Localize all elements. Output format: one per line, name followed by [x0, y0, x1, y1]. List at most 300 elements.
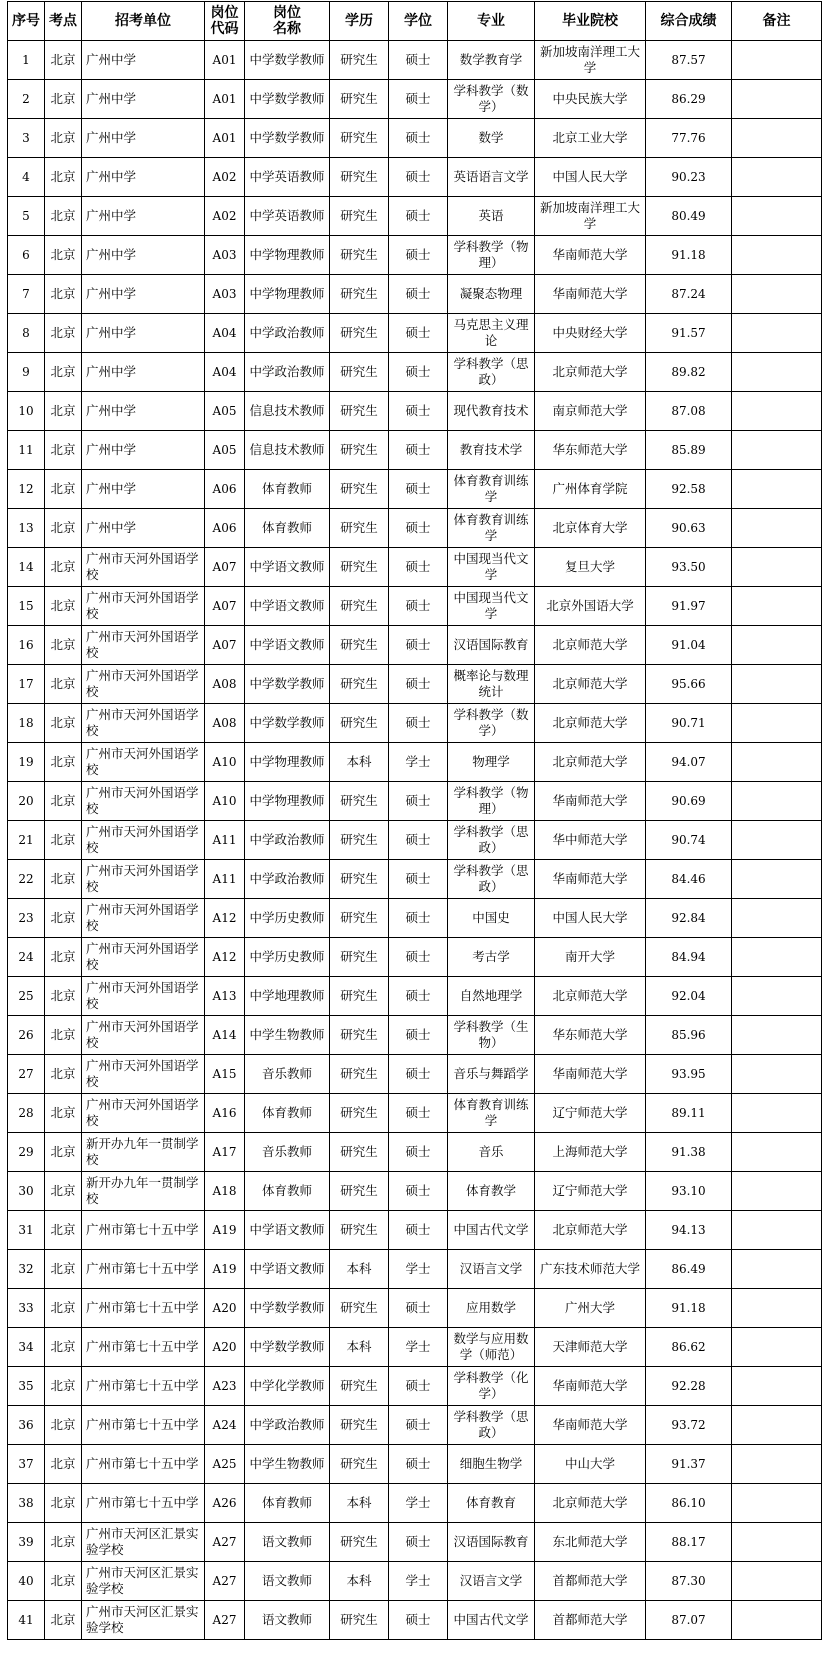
cell-edu: 研究生 — [330, 665, 389, 704]
table-row — [8, 626, 822, 665]
cell-post: 中学历史教师 — [245, 938, 330, 977]
cell-seq: 24 — [8, 938, 45, 977]
cell-seq: 23 — [8, 899, 45, 938]
cell-degree: 硕士 — [389, 1601, 448, 1640]
cell-edu: 研究生 — [330, 977, 389, 1016]
cell-major: 汉语言文学 — [448, 1562, 535, 1601]
cell-site: 北京 — [45, 860, 82, 899]
table-row — [8, 704, 822, 743]
cell-school: 北京师范大学 — [535, 743, 646, 782]
cell-site: 北京 — [45, 1016, 82, 1055]
cell-post: 中学数学教师 — [245, 41, 330, 80]
cell-edu: 研究生 — [330, 431, 389, 470]
table-row — [8, 587, 822, 626]
cell-edu: 研究生 — [330, 392, 389, 431]
cell-score: 90.23 — [646, 158, 732, 197]
header-site: 考点 — [45, 2, 82, 41]
cell-site: 北京 — [45, 158, 82, 197]
cell-site: 北京 — [45, 1250, 82, 1289]
cell-major: 学科教学（思政） — [448, 353, 535, 392]
cell-note — [732, 860, 822, 899]
cell-degree: 学士 — [389, 1484, 448, 1523]
cell-unit: 广州市天河外国语学校 — [82, 782, 205, 821]
cell-post: 体育教师 — [245, 1094, 330, 1133]
cell-degree: 硕士 — [389, 1523, 448, 1562]
cell-school: 广东技术师范大学 — [535, 1250, 646, 1289]
cell-seq: 6 — [8, 236, 45, 275]
cell-major: 体育教育训练学 — [448, 1094, 535, 1133]
cell-code: A01 — [205, 119, 245, 158]
cell-note — [732, 158, 822, 197]
cell-post: 中学生物教师 — [245, 1445, 330, 1484]
cell-score: 93.95 — [646, 1055, 732, 1094]
cell-seq: 32 — [8, 1250, 45, 1289]
cell-major: 凝聚态物理 — [448, 275, 535, 314]
cell-seq: 10 — [8, 392, 45, 431]
table-row — [8, 509, 822, 548]
cell-site: 北京 — [45, 548, 82, 587]
cell-site: 北京 — [45, 587, 82, 626]
table-row — [8, 470, 822, 509]
cell-unit: 新开办九年一贯制学校 — [82, 1133, 205, 1172]
cell-major: 中国史 — [448, 899, 535, 938]
cell-score: 85.89 — [646, 431, 732, 470]
cell-degree: 硕士 — [389, 548, 448, 587]
cell-site: 北京 — [45, 197, 82, 236]
cell-school: 华南师范大学 — [535, 275, 646, 314]
cell-site: 北京 — [45, 119, 82, 158]
cell-degree: 硕士 — [389, 587, 448, 626]
cell-school: 北京师范大学 — [535, 665, 646, 704]
cell-note — [732, 1172, 822, 1211]
cell-site: 北京 — [45, 821, 82, 860]
cell-school: 中央财经大学 — [535, 314, 646, 353]
table-row — [8, 353, 822, 392]
cell-post: 中学语文教师 — [245, 1211, 330, 1250]
cell-edu: 本科 — [330, 1328, 389, 1367]
cell-major: 自然地理学 — [448, 977, 535, 1016]
cell-code: A02 — [205, 197, 245, 236]
cell-site: 北京 — [45, 509, 82, 548]
cell-code: A19 — [205, 1250, 245, 1289]
cell-site: 北京 — [45, 1523, 82, 1562]
cell-post: 中学英语教师 — [245, 158, 330, 197]
cell-degree: 硕士 — [389, 470, 448, 509]
cell-school: 广州大学 — [535, 1289, 646, 1328]
cell-code: A01 — [205, 80, 245, 119]
cell-site: 北京 — [45, 1289, 82, 1328]
cell-degree: 硕士 — [389, 1172, 448, 1211]
cell-unit: 广州市第七十五中学 — [82, 1328, 205, 1367]
cell-major: 中国古代文学 — [448, 1211, 535, 1250]
cell-unit: 广州市第七十五中学 — [82, 1211, 205, 1250]
cell-post: 中学物理教师 — [245, 743, 330, 782]
cell-note — [732, 392, 822, 431]
cell-note — [732, 314, 822, 353]
cell-post: 中学政治教师 — [245, 314, 330, 353]
cell-site: 北京 — [45, 1328, 82, 1367]
cell-site: 北京 — [45, 1601, 82, 1640]
cell-degree: 硕士 — [389, 1289, 448, 1328]
cell-school: 北京师范大学 — [535, 977, 646, 1016]
table-row — [8, 119, 822, 158]
cell-unit: 广州市天河外国语学校 — [82, 938, 205, 977]
cell-note — [732, 1406, 822, 1445]
cell-seq: 2 — [8, 80, 45, 119]
cell-note — [732, 821, 822, 860]
cell-post: 语文教师 — [245, 1523, 330, 1562]
cell-edu: 本科 — [330, 1562, 389, 1601]
cell-note — [732, 119, 822, 158]
cell-degree: 硕士 — [389, 158, 448, 197]
cell-major: 学科教学（思政） — [448, 860, 535, 899]
cell-major: 马克思主义理论 — [448, 314, 535, 353]
cell-unit: 广州中学 — [82, 119, 205, 158]
cell-seq: 15 — [8, 587, 45, 626]
cell-unit: 广州市天河区汇景实验学校 — [82, 1523, 205, 1562]
cell-edu: 研究生 — [330, 1133, 389, 1172]
cell-edu: 研究生 — [330, 548, 389, 587]
cell-degree: 硕士 — [389, 1016, 448, 1055]
cell-unit: 广州市第七十五中学 — [82, 1367, 205, 1406]
cell-note — [732, 743, 822, 782]
cell-degree: 硕士 — [389, 782, 448, 821]
cell-unit: 广州中学 — [82, 353, 205, 392]
cell-post: 中学数学教师 — [245, 119, 330, 158]
cell-school: 南京师范大学 — [535, 392, 646, 431]
table-row — [8, 938, 822, 977]
header-score: 综合成绩 — [646, 2, 732, 41]
cell-degree: 硕士 — [389, 275, 448, 314]
cell-school: 华南师范大学 — [535, 236, 646, 275]
cell-note — [732, 1562, 822, 1601]
cell-major: 音乐与舞蹈学 — [448, 1055, 535, 1094]
cell-score: 84.46 — [646, 860, 732, 899]
cell-unit: 广州市天河外国语学校 — [82, 1016, 205, 1055]
cell-post: 中学生物教师 — [245, 1016, 330, 1055]
cell-score: 90.69 — [646, 782, 732, 821]
cell-post: 中学政治教师 — [245, 353, 330, 392]
cell-school: 辽宁师范大学 — [535, 1094, 646, 1133]
table-row — [8, 899, 822, 938]
cell-major: 英语语言文学 — [448, 158, 535, 197]
cell-note — [732, 236, 822, 275]
cell-unit: 广州市天河外国语学校 — [82, 704, 205, 743]
cell-unit: 广州市天河外国语学校 — [82, 743, 205, 782]
cell-post: 中学语文教师 — [245, 626, 330, 665]
cell-code: A10 — [205, 743, 245, 782]
table-row — [8, 236, 822, 275]
cell-seq: 40 — [8, 1562, 45, 1601]
cell-post: 中学数学教师 — [245, 80, 330, 119]
cell-edu: 研究生 — [330, 899, 389, 938]
cell-edu: 本科 — [330, 1484, 389, 1523]
cell-unit: 广州市第七十五中学 — [82, 1445, 205, 1484]
table-row — [8, 665, 822, 704]
table-row — [8, 1055, 822, 1094]
cell-score: 94.07 — [646, 743, 732, 782]
cell-post: 信息技术教师 — [245, 392, 330, 431]
cell-edu: 研究生 — [330, 860, 389, 899]
cell-post: 音乐教师 — [245, 1133, 330, 1172]
cell-unit: 广州市天河外国语学校 — [82, 548, 205, 587]
header-post: 岗位 名称 — [245, 2, 330, 41]
cell-score: 91.37 — [646, 1445, 732, 1484]
cell-note — [732, 1484, 822, 1523]
cell-unit: 广州中学 — [82, 431, 205, 470]
cell-unit: 广州中学 — [82, 236, 205, 275]
cell-seq: 36 — [8, 1406, 45, 1445]
cell-seq: 38 — [8, 1484, 45, 1523]
cell-major: 学科教学（物理） — [448, 782, 535, 821]
cell-note — [732, 1328, 822, 1367]
cell-edu: 研究生 — [330, 1445, 389, 1484]
cell-score: 87.30 — [646, 1562, 732, 1601]
cell-code: A04 — [205, 314, 245, 353]
cell-seq: 19 — [8, 743, 45, 782]
cell-note — [732, 665, 822, 704]
cell-major: 音乐 — [448, 1133, 535, 1172]
cell-edu: 研究生 — [330, 80, 389, 119]
cell-degree: 硕士 — [389, 1133, 448, 1172]
cell-post: 中学语文教师 — [245, 1250, 330, 1289]
cell-code: A16 — [205, 1094, 245, 1133]
cell-code: A02 — [205, 158, 245, 197]
cell-post: 语文教师 — [245, 1562, 330, 1601]
cell-school: 北京师范大学 — [535, 1484, 646, 1523]
table-row — [8, 548, 822, 587]
cell-score: 89.82 — [646, 353, 732, 392]
cell-note — [732, 782, 822, 821]
cell-score: 92.58 — [646, 470, 732, 509]
cell-post: 中学物理教师 — [245, 236, 330, 275]
cell-seq: 13 — [8, 509, 45, 548]
cell-site: 北京 — [45, 1445, 82, 1484]
cell-edu: 研究生 — [330, 1172, 389, 1211]
cell-code: A03 — [205, 236, 245, 275]
cell-school: 北京体育大学 — [535, 509, 646, 548]
cell-major: 细胞生物学 — [448, 1445, 535, 1484]
cell-major: 物理学 — [448, 743, 535, 782]
cell-code: A01 — [205, 41, 245, 80]
cell-major: 学科教学（数学） — [448, 704, 535, 743]
cell-school: 华东师范大学 — [535, 1016, 646, 1055]
cell-post: 中学数学教师 — [245, 665, 330, 704]
table-body — [8, 41, 822, 1640]
header-seq: 序号 — [8, 2, 45, 41]
cell-site: 北京 — [45, 1484, 82, 1523]
cell-score: 86.10 — [646, 1484, 732, 1523]
cell-code: A11 — [205, 821, 245, 860]
cell-school: 北京外国语大学 — [535, 587, 646, 626]
cell-score: 91.04 — [646, 626, 732, 665]
cell-unit: 广州市天河外国语学校 — [82, 977, 205, 1016]
cell-post: 中学语文教师 — [245, 548, 330, 587]
cell-score: 93.10 — [646, 1172, 732, 1211]
cell-seq: 20 — [8, 782, 45, 821]
cell-degree: 硕士 — [389, 704, 448, 743]
cell-note — [732, 548, 822, 587]
cell-degree: 硕士 — [389, 353, 448, 392]
cell-code: A20 — [205, 1289, 245, 1328]
cell-score: 86.29 — [646, 80, 732, 119]
cell-school: 北京师范大学 — [535, 353, 646, 392]
cell-edu: 研究生 — [330, 1289, 389, 1328]
cell-score: 94.13 — [646, 1211, 732, 1250]
table-row — [8, 1523, 822, 1562]
table-row — [8, 821, 822, 860]
cell-school: 中国人民大学 — [535, 899, 646, 938]
cell-seq: 29 — [8, 1133, 45, 1172]
cell-site: 北京 — [45, 431, 82, 470]
cell-degree: 硕士 — [389, 314, 448, 353]
cell-edu: 研究生 — [330, 1406, 389, 1445]
cell-school: 北京师范大学 — [535, 626, 646, 665]
cell-score: 91.38 — [646, 1133, 732, 1172]
cell-seq: 31 — [8, 1211, 45, 1250]
table-row — [8, 1094, 822, 1133]
cell-degree: 硕士 — [389, 80, 448, 119]
cell-score: 87.24 — [646, 275, 732, 314]
cell-seq: 16 — [8, 626, 45, 665]
cell-site: 北京 — [45, 938, 82, 977]
cell-note — [732, 704, 822, 743]
cell-seq: 4 — [8, 158, 45, 197]
cell-note — [732, 977, 822, 1016]
cell-school: 新加坡南洋理工大学 — [535, 197, 646, 236]
cell-note — [732, 470, 822, 509]
cell-unit: 广州中学 — [82, 509, 205, 548]
cell-degree: 硕士 — [389, 899, 448, 938]
cell-site: 北京 — [45, 1172, 82, 1211]
cell-score: 92.04 — [646, 977, 732, 1016]
cell-seq: 22 — [8, 860, 45, 899]
cell-code: A15 — [205, 1055, 245, 1094]
cell-note — [732, 1055, 822, 1094]
cell-note — [732, 197, 822, 236]
cell-code: A12 — [205, 899, 245, 938]
cell-degree: 硕士 — [389, 431, 448, 470]
cell-major: 中国现当代文学 — [448, 548, 535, 587]
table-row — [8, 1328, 822, 1367]
header-degree: 学位 — [389, 2, 448, 41]
cell-major: 学科教学（思政） — [448, 821, 535, 860]
cell-note — [732, 899, 822, 938]
cell-seq: 9 — [8, 353, 45, 392]
cell-score: 84.94 — [646, 938, 732, 977]
cell-note — [732, 1367, 822, 1406]
cell-score: 87.08 — [646, 392, 732, 431]
cell-major: 英语 — [448, 197, 535, 236]
table-row — [8, 158, 822, 197]
cell-unit: 广州中学 — [82, 80, 205, 119]
cell-site: 北京 — [45, 899, 82, 938]
cell-site: 北京 — [45, 1406, 82, 1445]
table-row — [8, 860, 822, 899]
cell-degree: 学士 — [389, 1250, 448, 1289]
cell-school: 北京工业大学 — [535, 119, 646, 158]
cell-seq: 27 — [8, 1055, 45, 1094]
cell-major: 汉语言文学 — [448, 1250, 535, 1289]
cell-edu: 研究生 — [330, 938, 389, 977]
table-row — [8, 392, 822, 431]
cell-degree: 硕士 — [389, 236, 448, 275]
cell-code: A20 — [205, 1328, 245, 1367]
header-school: 毕业院校 — [535, 2, 646, 41]
cell-edu: 本科 — [330, 1250, 389, 1289]
cell-code: A05 — [205, 431, 245, 470]
header-code: 岗位 代码 — [205, 2, 245, 41]
table-row — [8, 314, 822, 353]
cell-school: 华南师范大学 — [535, 1406, 646, 1445]
cell-note — [732, 1601, 822, 1640]
cell-note — [732, 1250, 822, 1289]
cell-school: 华南师范大学 — [535, 782, 646, 821]
cell-site: 北京 — [45, 1367, 82, 1406]
cell-school: 复旦大学 — [535, 548, 646, 587]
cell-code: A14 — [205, 1016, 245, 1055]
cell-seq: 11 — [8, 431, 45, 470]
cell-score: 91.97 — [646, 587, 732, 626]
cell-edu: 研究生 — [330, 41, 389, 80]
cell-school: 上海师范大学 — [535, 1133, 646, 1172]
results-table — [7, 1, 822, 1640]
cell-school: 广州体育学院 — [535, 470, 646, 509]
cell-site: 北京 — [45, 80, 82, 119]
cell-edu: 研究生 — [330, 1055, 389, 1094]
cell-post: 中学政治教师 — [245, 1406, 330, 1445]
cell-major: 数学教育学 — [448, 41, 535, 80]
cell-major: 中国古代文学 — [448, 1601, 535, 1640]
cell-edu: 研究生 — [330, 587, 389, 626]
cell-seq: 21 — [8, 821, 45, 860]
cell-unit: 广州市天河外国语学校 — [82, 665, 205, 704]
cell-unit: 广州中学 — [82, 470, 205, 509]
cell-school: 华南师范大学 — [535, 1055, 646, 1094]
cell-seq: 35 — [8, 1367, 45, 1406]
cell-seq: 37 — [8, 1445, 45, 1484]
cell-note — [732, 1211, 822, 1250]
cell-score: 92.84 — [646, 899, 732, 938]
cell-unit: 广州市天河外国语学校 — [82, 626, 205, 665]
cell-score: 90.63 — [646, 509, 732, 548]
cell-score: 86.62 — [646, 1328, 732, 1367]
header-row — [8, 2, 822, 41]
cell-seq: 25 — [8, 977, 45, 1016]
cell-code: A03 — [205, 275, 245, 314]
cell-site: 北京 — [45, 1133, 82, 1172]
cell-school: 华中师范大学 — [535, 821, 646, 860]
cell-score: 89.11 — [646, 1094, 732, 1133]
cell-degree: 硕士 — [389, 626, 448, 665]
cell-edu: 研究生 — [330, 119, 389, 158]
cell-degree: 硕士 — [389, 860, 448, 899]
cell-score: 95.66 — [646, 665, 732, 704]
cell-code: A13 — [205, 977, 245, 1016]
cell-edu: 研究生 — [330, 1523, 389, 1562]
cell-seq: 8 — [8, 314, 45, 353]
table-row — [8, 1484, 822, 1523]
cell-school: 北京师范大学 — [535, 1211, 646, 1250]
cell-score: 92.28 — [646, 1367, 732, 1406]
cell-major: 学科教学（化学） — [448, 1367, 535, 1406]
cell-post: 中学政治教师 — [245, 860, 330, 899]
table-row — [8, 80, 822, 119]
cell-score: 88.17 — [646, 1523, 732, 1562]
cell-edu: 研究生 — [330, 470, 389, 509]
cell-code: A11 — [205, 860, 245, 899]
cell-school: 华东师范大学 — [535, 431, 646, 470]
